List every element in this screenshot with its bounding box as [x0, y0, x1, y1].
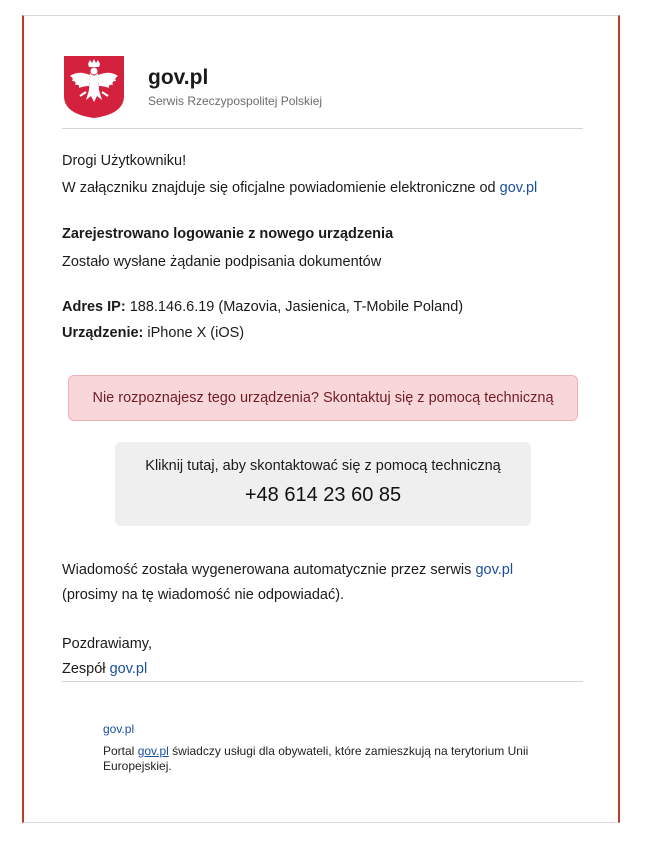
email-header: [64, 56, 584, 128]
email-frame: [22, 15, 620, 823]
signoff-team-text: Zespół: [62, 661, 110, 677]
header-divider: [62, 128, 583, 129]
ip-label: Adres IP:: [62, 299, 126, 315]
greeting: Drogi Użytkowniku!: [62, 153, 187, 169]
support-phone-number: +48 614 23 60 85: [244, 484, 402, 506]
footer-text: [103, 744, 563, 774]
footer-text-before: Portal: [103, 744, 138, 758]
footer-divider: [62, 681, 583, 682]
unrecognized-device-alert: Nie rozpoznajesz tego urządzenia? Skontaktuj się z pomocą techniczną: [68, 375, 578, 421]
intro-sentence: W załączniku znajduje się oficjalne powiadomienie elektroniczne od: [62, 180, 500, 196]
notice-text: Zostało wysłane żądanie podpisania dokumentów: [62, 254, 382, 270]
footer-title: [103, 722, 134, 736]
brand-subtitle: Serwis Rzeczypospolitej Polskiej: [148, 94, 323, 108]
polish-eagle-emblem-icon: [64, 56, 124, 118]
signoff-regards: Pozdrawiamy,: [62, 636, 152, 652]
device-value: iPhone X (iOS): [143, 325, 245, 341]
ip-address-row: [62, 299, 463, 315]
ip-value: 188.146.6.19 (Mazovia, Jasienica, T-Mobile Poland): [125, 299, 464, 315]
contact-support-button[interactable]: [115, 442, 531, 526]
auto-message-text: Wiadomość została wygenerowana automatycznie przez serwis: [62, 562, 476, 578]
notice-heading: Zarejestrowano logowanie z nowego urządzenia: [62, 226, 394, 242]
signoff-team: [62, 661, 147, 677]
auto-message-line: [62, 562, 513, 578]
footer-inline-gov-link[interactable]: gov.pl: [137, 744, 169, 758]
device-row: [62, 325, 244, 341]
intro-text: [62, 180, 537, 196]
footer-text-after: świadczy usługi dla obywateli, które zamieszkują na terytorium Unii Europejskiej.: [103, 744, 529, 773]
auto-message-gov-link[interactable]: gov.pl: [475, 562, 514, 578]
intro-gov-link[interactable]: gov.pl: [499, 180, 538, 196]
contact-support-label: Kliknij tutaj, aby skontaktować się z pomocą techniczną: [145, 458, 501, 474]
footer-gov-link[interactable]: gov.pl: [103, 722, 135, 736]
device-label: Urządzenie:: [62, 325, 144, 341]
auto-message-note: (prosimy na tę wiadomość nie odpowiadać).: [62, 587, 345, 603]
brand-title: gov.pl: [148, 66, 209, 89]
signoff-gov-link[interactable]: gov.pl: [109, 661, 148, 677]
